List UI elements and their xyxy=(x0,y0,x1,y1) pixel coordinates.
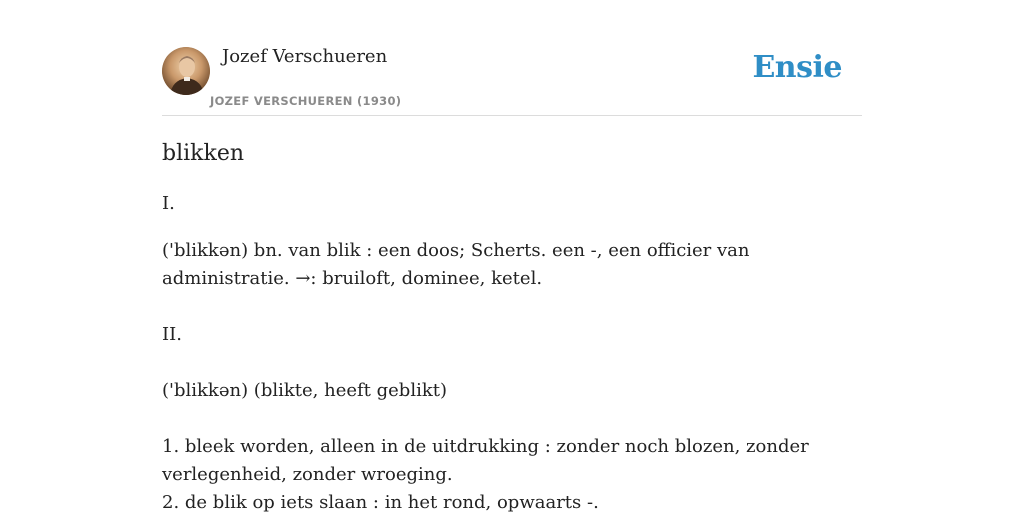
section-numeral: I. xyxy=(162,193,175,214)
author-meta: JOZEF VERSCHUEREN (1930) xyxy=(210,94,402,108)
author-name[interactable]: Jozef Verschueren xyxy=(222,46,388,67)
author-avatar[interactable] xyxy=(162,47,210,95)
sense-item: 1. bleek worden, alleen in de uitdrukking : zonder noch blozen, zonder verlegenheid, zonder wroeging. xyxy=(162,436,809,485)
entry-card xyxy=(162,0,862,512)
ensie-logo[interactable]: Ensie xyxy=(752,50,842,85)
author-portrait-icon xyxy=(162,47,210,95)
entry-content xyxy=(162,138,862,512)
sense-item: 2. de blik op iets slaan : in het rond, opwaarts -. xyxy=(162,492,599,512)
section-definition: ('blikkən) bn. van blik : een doos; Scherts. een -, een officier van administratie. →: bruiloft, dominee, ketel. xyxy=(162,240,750,289)
entry-title: blikken xyxy=(162,141,245,166)
section-pronunciation: ('blikkən) (blikte, heeft geblikt) xyxy=(162,380,447,401)
section-numeral: II. xyxy=(162,324,182,345)
entry-header xyxy=(162,0,862,116)
